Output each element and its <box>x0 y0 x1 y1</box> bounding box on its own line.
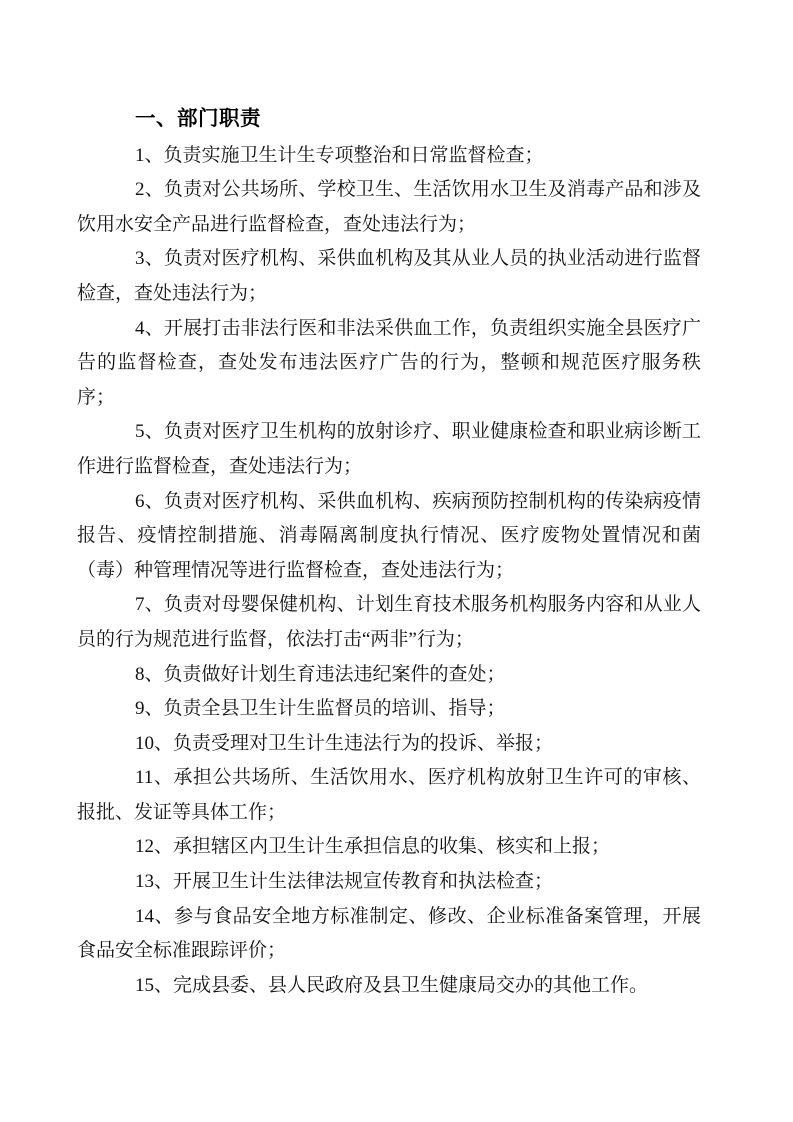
list-item: 6、负责对医疗机构、采供血机构、疾病预防控制机构的传染病疫情报告、疫情控制措施、消毒隔离制度执行情况、医疗废物处置情况和菌（毒）种管理情况等进行监督检查，查处违法行为； <box>77 490 701 581</box>
list-item: 7、负责对母婴保健机构、计划生育技术服务机构服务内容和从业人员的行为规范进行监督，依法打击“两非”行为； <box>77 594 701 650</box>
list-item: 3、负责对医疗机构、采供血机构及其从业人员的执业活动进行监督检查，查处违法行为； <box>77 248 701 304</box>
list-item: 11、承担公共场所、生活饮用水、医疗机构放射卫生许可的审核、报批、发证等具体工作； <box>77 767 701 823</box>
list-item: 13、开展卫生计生法律法规宣传教育和执法检查； <box>135 871 554 893</box>
list-item: 14、参与食品安全地方标准制定、修改、企业标准备案管理，开展食品安全标准跟踪评价； <box>77 905 701 962</box>
responsibility-list <box>77 139 701 1004</box>
list-item: 2、负责对公共场所、学校卫生、生活饮用水卫生及消毒产品和涉及饮用水安全产品进行监督检查，查处违法行为； <box>77 179 701 235</box>
list-item: 9、负责全县卫生计生监督员的培训、指导； <box>135 698 506 720</box>
list-item: 1、负责实施卫生计生专项整治和日常监督检查； <box>135 144 544 166</box>
list-item: 4、开展打击非法行医和非法采供血工作，负责组织实施全县医疗广告的监督检查，查处发布违法医疗广告的行为，整顿和规范医疗服务秩序； <box>77 317 701 408</box>
section-heading: 一、部门职责 <box>135 107 261 130</box>
list-item: 8、负责做好计划生育违法违纪案件的查处； <box>135 663 506 685</box>
list-item: 5、负责对医疗卫生机构的放射诊疗、职业健康检查和职业病诊断工作进行监督检查，查处违法行为； <box>77 421 701 477</box>
list-item: 15、完成县委、县人民政府及县卫生健康局交办的其他工作。 <box>135 974 649 996</box>
list-item: 12、承担辖区内卫生计生承担信息的收集、核实和上报； <box>135 836 611 858</box>
list-item: 10、负责受理对卫生计生违法行为的投诉、举报； <box>135 732 554 754</box>
